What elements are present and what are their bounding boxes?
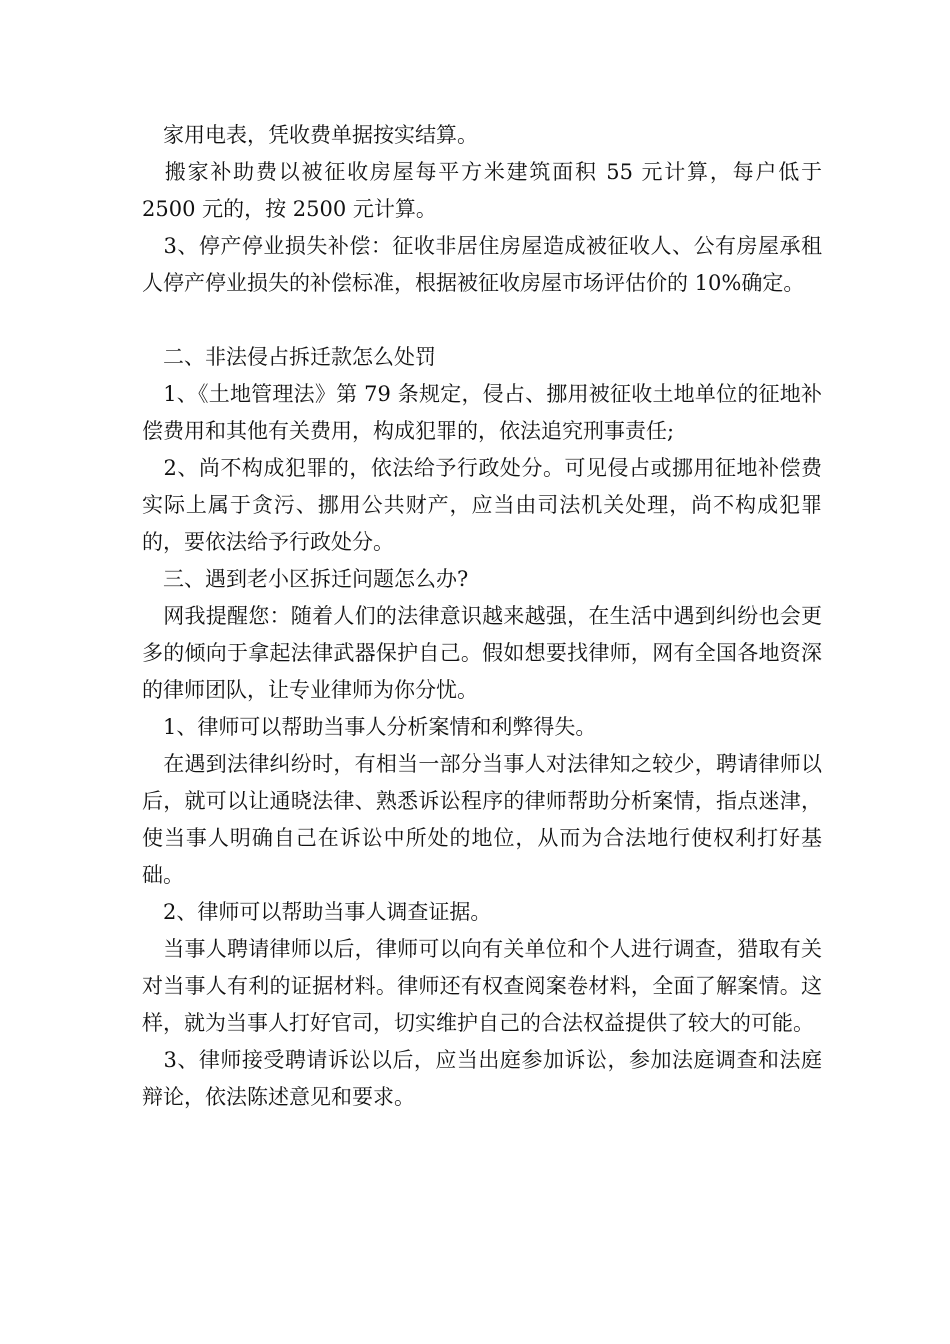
paragraph-lawyer-evidence: 当事人聘请律师以后，律师可以向有关单位和个人进行调查，猎取有关对当事人有利的证据材料。律师还有权查阅案卷材料，全面了解案情。这样，就为当事人打好官司，切实维护自己的合法权益提供了较大的可能。	[142, 937, 822, 1035]
paragraph-electricity: 家用电表，凭收费单据按实结算。	[142, 123, 478, 147]
paragraph-lawyer-point-2: 2、律师可以帮助当事人调查证据。	[142, 900, 492, 924]
paragraph-lawyer-point-1: 1、律师可以帮助当事人分析案情和利弊得失。	[142, 715, 597, 739]
paragraph-land-law: 1、《土地管理法》第 79 条规定，侵占、挪用被征收土地单位的征地补偿费用和其他有关费用，构成犯罪的，依法追究刑事责任;	[142, 382, 822, 443]
paragraph-lawyer-point-3: 3、律师接受聘请诉讼以后，应当出庭参加诉讼，参加法庭调查和法庭辩论，依法陈述意见和要求。	[142, 1048, 822, 1109]
paragraph-lawyer-analysis: 在遇到法律纠纷时，有相当一部分当事人对法律知之较少，聘请律师以后，就可以让通晓法律、熟悉诉讼程序的律师帮助分析案情，指点迷津，使当事人明确自己在诉讼中所处的地位，从而为合法地行使权利打好基础。	[142, 752, 822, 887]
paragraph-business-loss: 3、停产停业损失补偿：征收非居住房屋造成被征收人、公有房屋承租人停产停业损失的补偿标准，根据被征收房屋市场评估价的 10%确定。	[142, 234, 822, 295]
section-heading-3: 三、遇到老小区拆迁问题怎么办?	[142, 567, 469, 591]
document-body	[142, 117, 829, 1116]
section-heading-2: 二、非法侵占拆迁款怎么处罚	[142, 345, 436, 369]
paragraph-reminder: 网我提醒您：随着人们的法律意识越来越强，在生活中遇到纠纷也会更多的倾向于拿起法律武器保护自己。假如想要找律师，网有全国各地资深的律师团队，让专业律师为你分忧。	[142, 604, 822, 702]
paragraph-spacer	[142, 302, 822, 339]
paragraph-administrative-sanction: 2、尚不构成犯罪的，依法给予行政处分。可见侵占或挪用征地补偿费实际上属于贪污、挪用公共财产，应当由司法机关处理，尚不构成犯罪的，要依法给予行政处分。	[142, 456, 822, 554]
paragraph-moving-subsidy: 搬家补助费以被征收房屋每平方米建筑面积 55 元计算，每户低于 2500 元的，按 2500 元计算。	[142, 160, 829, 221]
